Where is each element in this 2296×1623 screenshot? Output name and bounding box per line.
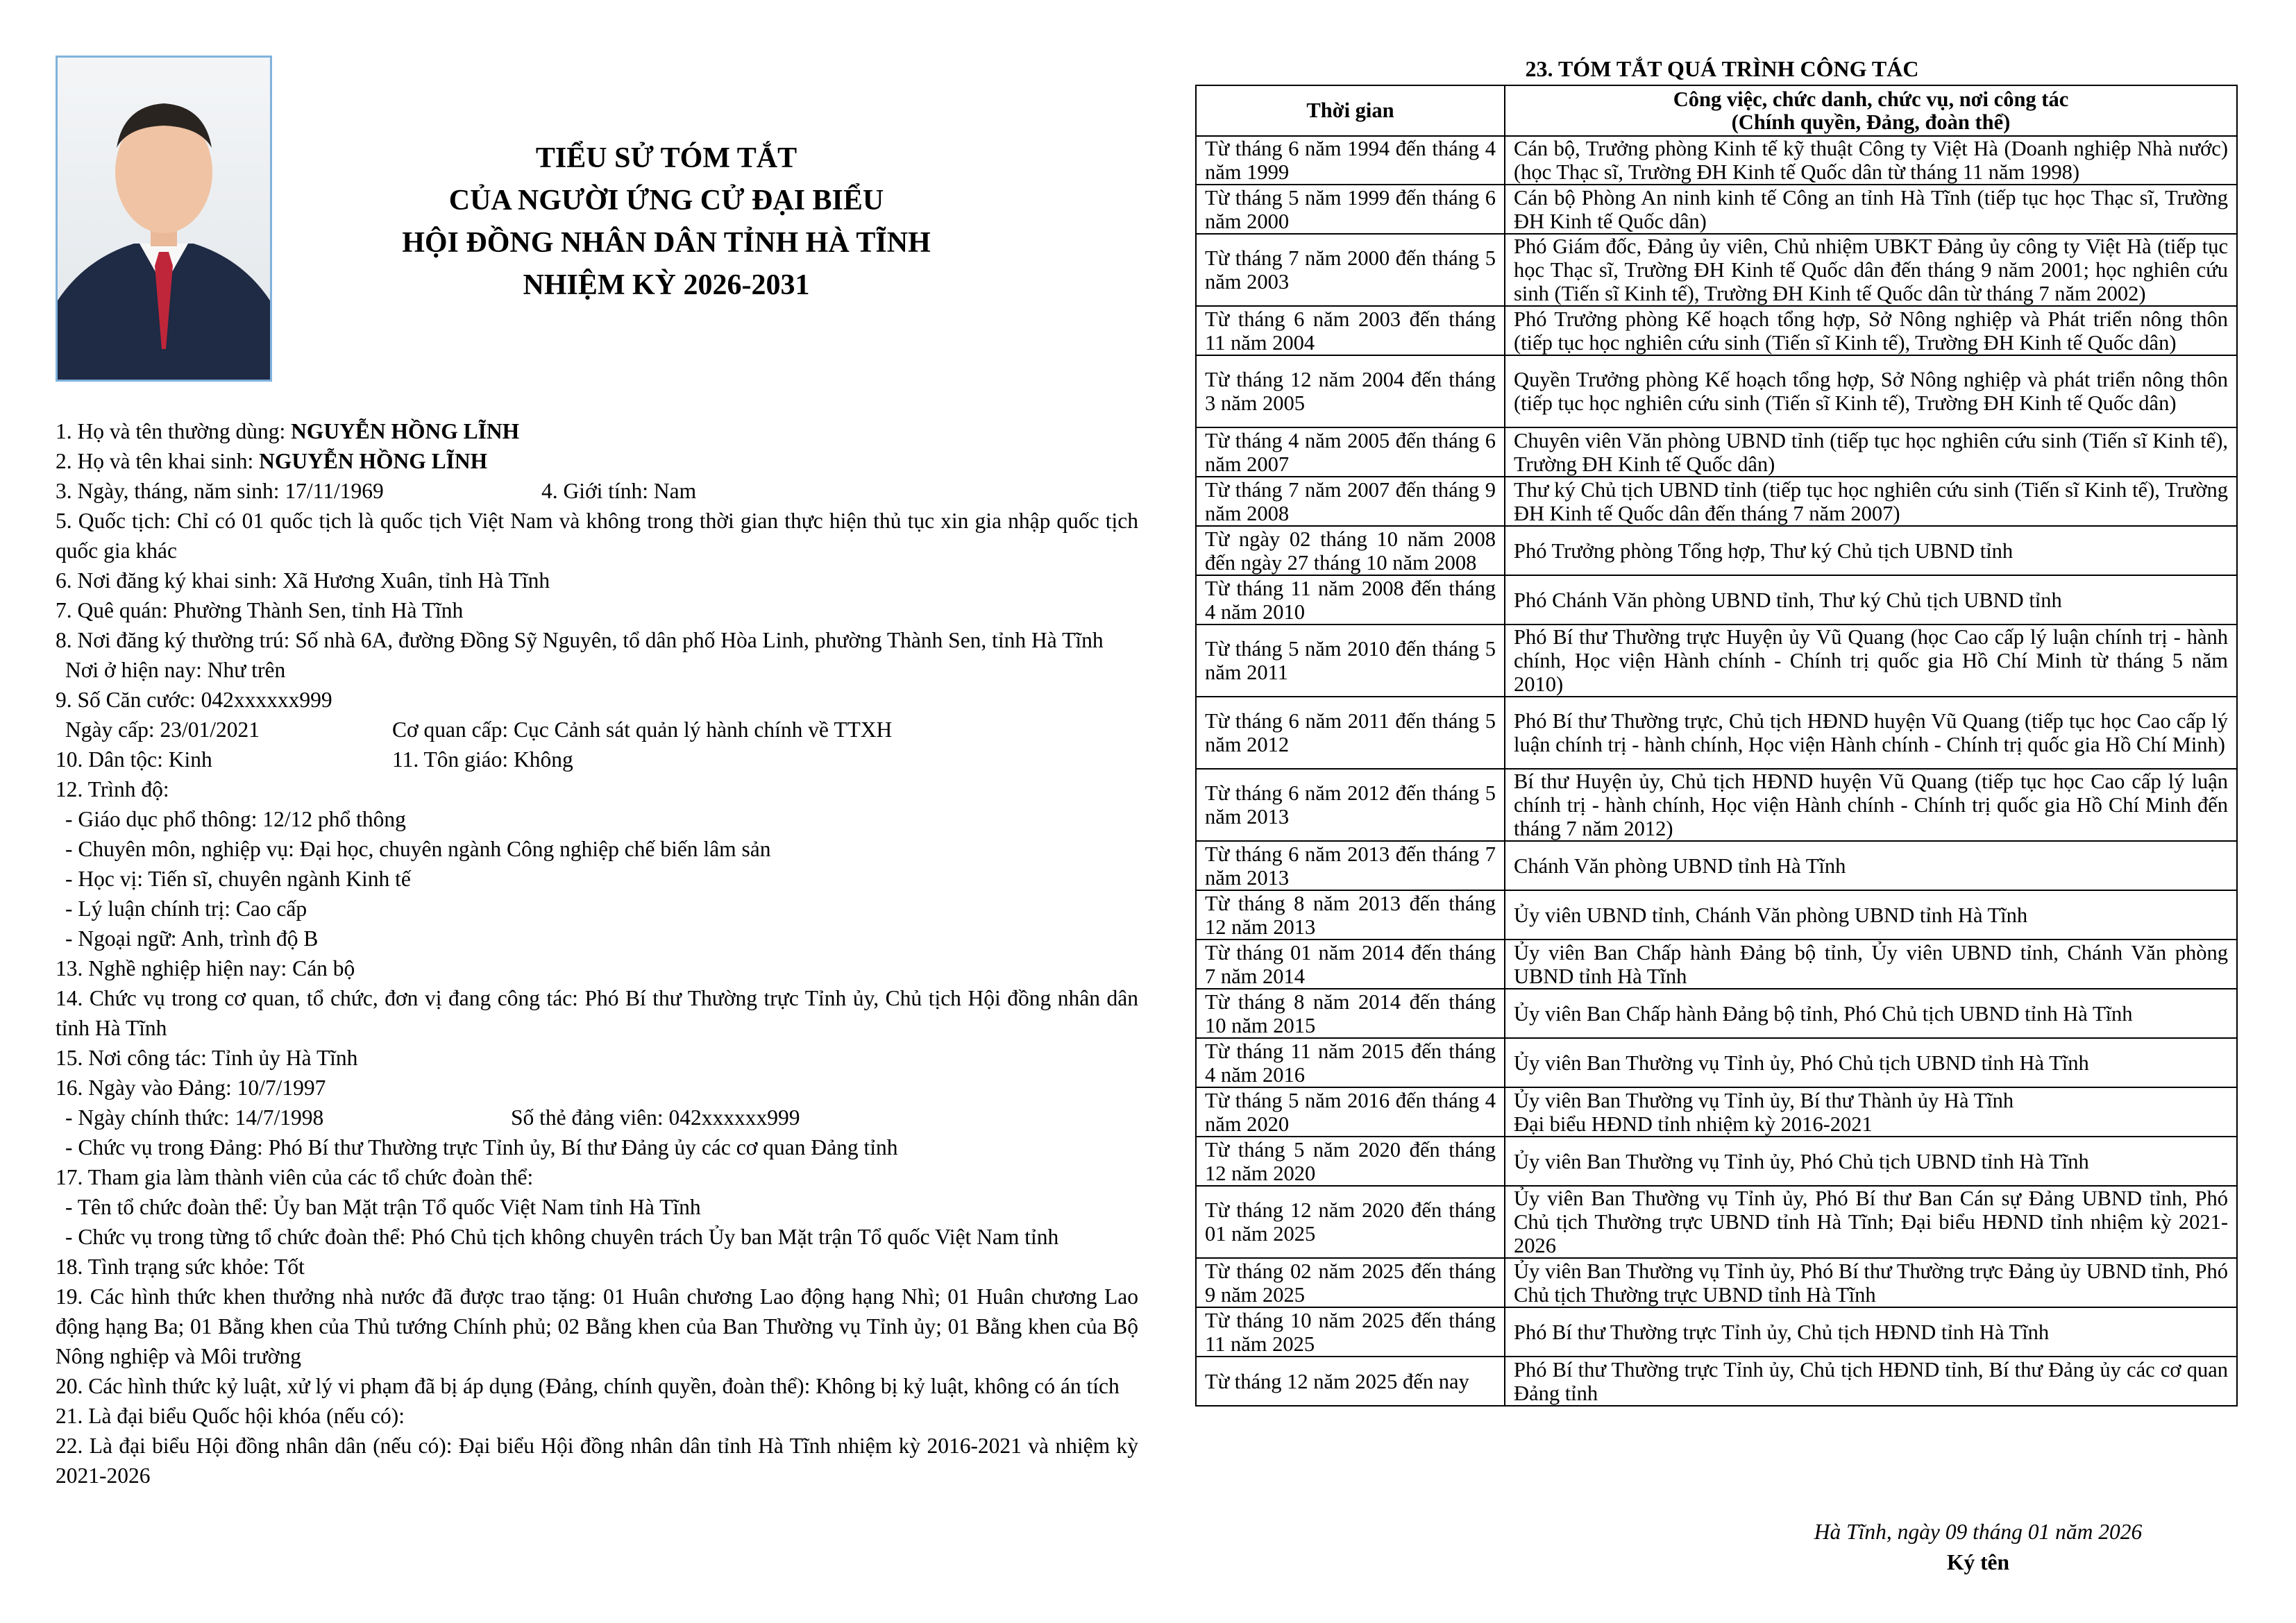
item-organization-position: - Chức vụ trong từng tổ chức đoàn thể: Phó Chủ tịch không chuyên trách Ủy ban Mặt trận Tổ quốc Việt Nam tỉnh bbox=[65, 1225, 1059, 1249]
cell-job bbox=[1505, 1137, 2237, 1186]
job-text: Bí thư Huyện ủy, Chủ tịch HĐND huyện Vũ Quang (tiếp tục học Cao cấp lý luận chính trị - hành chính, Học viện Hành chính - Chính trị quốc gia Hồ Chí Minh đến tháng 7 năm 2012) bbox=[1514, 770, 2228, 840]
item-national-assembly: 21. Là đại biểu Quốc hội khóa (nếu có): bbox=[56, 1404, 405, 1428]
job-text: Ủy viên Ban Thường vụ Tỉnh ủy, Phó Bí thư Thường trực Đảng ủy UBND tỉnh, Phó Chủ tịch Thường trực UBND tỉnh Hà Tĩnh bbox=[1514, 1259, 2228, 1307]
portrait-image bbox=[58, 58, 270, 380]
cell-time: Từ tháng 10 năm 2025 đến tháng 11 năm 2025 bbox=[1196, 1307, 1505, 1357]
table-header-row bbox=[1196, 85, 2237, 136]
item-party-card: Số thẻ đảng viên: 042xxxxxx999 bbox=[511, 1105, 800, 1130]
cell-time: Từ tháng 5 năm 2020 đến tháng 12 năm 2020 bbox=[1196, 1137, 1505, 1186]
cell-job bbox=[1505, 427, 2237, 477]
table-row bbox=[1196, 306, 2237, 355]
cell-job bbox=[1505, 136, 2237, 185]
work-history-title: 23. TÓM TẮT QUÁ TRÌNH CÔNG TÁC bbox=[1525, 56, 1919, 81]
item-party-official bbox=[56, 1103, 1138, 1132]
item-education-degree: - Học vị: Tiến sĩ, chuyên ngành Kinh tế bbox=[65, 867, 411, 891]
item-education-general: - Giáo dục phổ thông: 12/12 phổ thông bbox=[65, 807, 406, 831]
item-discipline: 20. Các hình thức kỷ luật, xử lý vi phạm đã bị áp dụng (Đảng, chính quyền, đoàn thể): Không bị kỷ luật, không có án tích bbox=[56, 1374, 1120, 1398]
cell-time: Từ tháng 12 năm 2004 đến tháng 3 năm 2005 bbox=[1196, 355, 1505, 427]
job-text: Ủy viên Ban Thường vụ Tỉnh ủy, Phó Chủ tịch UBND tỉnh Hà Tĩnh bbox=[1514, 1051, 2089, 1075]
cell-time: Từ tháng 5 năm 1999 đến tháng 6 năm 2000 bbox=[1196, 185, 1505, 234]
cell-job bbox=[1505, 1038, 2237, 1087]
cell-time: Từ ngày 02 tháng 10 năm 2008 đến ngày 27 tháng 10 năm 2008 bbox=[1196, 526, 1505, 575]
table-row bbox=[1196, 1307, 2237, 1357]
item-organizations: 17. Tham gia làm thành viên của các tổ chức đoàn thể: bbox=[56, 1165, 534, 1189]
cell-job bbox=[1505, 841, 2237, 890]
item-health: 18. Tình trạng sức khỏe: Tốt bbox=[56, 1255, 305, 1279]
item-permanent-residence: 8. Nơi đăng ký thường trú: Số nhà 6A, đường Đồng Sỹ Nguyên, tổ dân phố Hòa Linh, phường Thành Sen, tỉnh Hà Tĩnh bbox=[56, 628, 1104, 652]
cell-job bbox=[1505, 526, 2237, 575]
item-common-name: 1. Họ và tên thường dùng: NGUYỄN HỒNG LĨNH bbox=[56, 419, 520, 443]
cell-time: Từ tháng 12 năm 2020 đến tháng 01 năm 2025 bbox=[1196, 1186, 1505, 1258]
table-row bbox=[1196, 624, 2237, 697]
job-text: Phó Trưởng phòng Tổng hợp, Thư ký Chủ tịch UBND tỉnh bbox=[1514, 538, 2014, 563]
item-education-specialty: - Chuyên môn, nghiệp vụ: Đại học, chuyên ngành Công nghiệp chế biến lâm sản bbox=[65, 837, 771, 861]
item-party-official-date: - Ngày chính thức: 14/7/1998 bbox=[65, 1105, 324, 1130]
cell-job bbox=[1505, 1186, 2237, 1258]
cell-job bbox=[1505, 890, 2237, 940]
job-text: Chuyên viên Văn phòng UBND tỉnh (tiếp tục học nghiên cứu sinh (Tiến sĩ Kinh tế), Trường ĐH Kinh tế Quốc dân) bbox=[1514, 428, 2228, 476]
job-text: Phó Trưởng phòng Kế hoạch tổng hợp, Sở Nông nghiệp và Phát triển nông thôn (tiếp tục học nghiên cứu sinh (Tiến sĩ Kinh tế), Trường ĐH Kinh tế Quốc dân) bbox=[1514, 307, 2228, 355]
item-position: 14. Chức vụ trong cơ quan, tổ chức, đơn vị đang công tác: Phó Bí thư Thường trực Tỉnh ủy, Chủ tịch Hội đồng nhân dân tỉnh Hà Tĩnh bbox=[56, 986, 1138, 1040]
cell-job bbox=[1505, 1357, 2237, 1406]
cell-job bbox=[1505, 477, 2237, 526]
cell-time: Từ tháng 8 năm 2014 đến tháng 10 năm 2015 bbox=[1196, 989, 1505, 1038]
job-text: Phó Bí thư Thường trực, Chủ tịch HĐND huyện Vũ Quang (tiếp tục học Cao cấp lý luận chính trị - hành chính, Học viện Hành chính - Chính trị quốc gia Hồ Chí Minh) bbox=[1514, 709, 2228, 756]
job-text: Ủy viên Ban Chấp hành Đảng bộ tỉnh, Phó Chủ tịch UBND tỉnh Hà Tĩnh bbox=[1514, 1001, 2133, 1026]
cell-time: Từ tháng 7 năm 2007 đến tháng 9 năm 2008 bbox=[1196, 477, 1505, 526]
cell-job bbox=[1505, 624, 2237, 697]
cell-job bbox=[1505, 989, 2237, 1038]
job-text: Thư ký Chủ tịch UBND tỉnh (tiếp tục học nghiên cứu sinh (Tiến sĩ Kinh tế), Trường ĐH Kinh tế Quốc dân đến tháng 7 năm 2007) bbox=[1514, 477, 2228, 525]
table-row bbox=[1196, 136, 2237, 185]
job-text: Phó Chánh Văn phòng UBND tỉnh, Thư ký Chủ tịch UBND tỉnh bbox=[1514, 588, 2062, 612]
table-row bbox=[1196, 697, 2237, 769]
item-id-date: Ngày cấp: 23/01/2021 bbox=[65, 717, 260, 742]
title-line: HỘI ĐỒNG NHÂN DÂN TỈNH HÀ TĨNH bbox=[402, 227, 931, 259]
table-row bbox=[1196, 575, 2237, 624]
title-line: NHIỆM KỲ 2026-2031 bbox=[523, 269, 810, 301]
item-birth-name: 2. Họ và tên khai sinh: NGUYỄN HỒNG LĨNH bbox=[56, 449, 488, 473]
item-organization-name: - Tên tổ chức đoàn thể: Ủy ban Mặt trận Tổ quốc Việt Nam tỉnh Hà Tĩnh bbox=[65, 1195, 701, 1219]
item-awards: 19. Các hình thức khen thưởng nhà nước đã được trao tặng: 01 Huân chương Lao động hạng Nhì; 01 Huân chương Lao động hạng Ba; 01 Bằng khen của Thủ tướng Chính phủ; 02 Bằng khen của Ban Thường vụ Tỉnh ủy; 01 Bằng khen của Bộ Nông nghiệp và Môi trường bbox=[56, 1284, 1138, 1368]
table-row bbox=[1196, 427, 2237, 477]
table-row bbox=[1196, 890, 2237, 940]
item-id-issue bbox=[56, 715, 1138, 745]
table-row bbox=[1196, 940, 2237, 989]
cell-time: Từ tháng 5 năm 2016 đến tháng 4 năm 2020 bbox=[1196, 1087, 1505, 1137]
cell-job bbox=[1505, 575, 2237, 624]
cell-job bbox=[1505, 1087, 2237, 1137]
table-body bbox=[1196, 136, 2237, 1406]
cell-job bbox=[1505, 306, 2237, 355]
signature-label: Ký tên bbox=[1946, 1550, 2010, 1574]
item-party-join-date: 16. Ngày vào Đảng: 10/7/1997 bbox=[56, 1076, 326, 1100]
item-ethnicity: 10. Dân tộc: Kinh bbox=[56, 747, 212, 772]
person-birth-name: NGUYỄN HỒNG LĨNH bbox=[259, 449, 488, 473]
document-title bbox=[285, 137, 1048, 307]
cell-job bbox=[1505, 234, 2237, 306]
job-text: Cán bộ, Trưởng phòng Kinh tế kỹ thuật Công ty Việt Hà (Doanh nghiệp Nhà nước) (học Thạc sĩ, Trường ĐH Kinh tế Quốc dân từ tháng 11 năm 1998) bbox=[1514, 137, 2228, 184]
table-row bbox=[1196, 1186, 2237, 1258]
item-current-residence: Nơi ở hiện nay: Như trên bbox=[65, 658, 286, 682]
table-row bbox=[1196, 234, 2237, 306]
job-text: Ủy viên Ban Thường vụ Tỉnh ủy, Phó Bí thư Ban Cán sự Đảng UBND tỉnh, Phó Chủ tịch Thường trực UBND tỉnh Hà Tĩnh; Đại biểu HĐND tỉnh nhiệm kỳ 2021-2026 bbox=[1514, 1187, 2228, 1257]
person-name: NGUYỄN HỒNG LĨNH bbox=[291, 419, 520, 443]
work-history-section bbox=[1195, 53, 2238, 1407]
item-id-authority: Cơ quan cấp: Cục Cảnh sát quản lý hành chính về TTXH bbox=[392, 717, 893, 742]
cell-job bbox=[1505, 355, 2237, 427]
item-gender: 4. Giới tính: Nam bbox=[541, 479, 697, 503]
item-birth-registration: 6. Nơi đăng ký khai sinh: Xã Hương Xuân, tỉnh Hà Tĩnh bbox=[56, 568, 550, 593]
header-time: Thời gian bbox=[1196, 85, 1505, 136]
signature-block bbox=[1694, 1517, 2263, 1578]
table-row bbox=[1196, 185, 2237, 234]
job-text: Cán bộ Phòng An ninh kinh tế Công an tỉnh Hà Tĩnh (tiếp tục học Thạc sĩ, Trường ĐH Kinh tế Quốc dân) bbox=[1514, 185, 2228, 233]
cell-time: Từ tháng 01 năm 2014 đến tháng 7 năm 2014 bbox=[1196, 940, 1505, 989]
title-line: CỦA NGƯỜI ỨNG CỬ ĐẠI BIỂU bbox=[448, 185, 884, 216]
cell-job bbox=[1505, 1307, 2237, 1357]
item-dob: 3. Ngày, tháng, năm sinh: 17/11/1969 bbox=[56, 479, 384, 503]
table-row bbox=[1196, 769, 2237, 841]
cell-time: Từ tháng 11 năm 2008 đến tháng 4 năm 2010 bbox=[1196, 575, 1505, 624]
item-religion: 11. Tôn giáo: Không bbox=[392, 747, 573, 772]
cell-time: Từ tháng 6 năm 2003 đến tháng 11 năm 2004 bbox=[1196, 306, 1505, 355]
job-text: Ủy viên Ban Chấp hành Đảng bộ tỉnh, Ủy viên UBND tỉnh, Chánh Văn phòng UBND tỉnh Hà Tĩnh bbox=[1514, 940, 2228, 988]
item-id-number: 9. Số Căn cước: 042xxxxxx999 bbox=[56, 688, 332, 712]
item-occupation: 13. Nghề nghiệp hiện nay: Cán bộ bbox=[56, 956, 355, 980]
job-text: Ủy viên Ban Thường vụ Tỉnh ủy, Bí thư Thành ủy Hà Tĩnh bbox=[1514, 1088, 2014, 1112]
portrait-photo bbox=[56, 56, 272, 382]
item-dob-gender bbox=[56, 476, 1138, 506]
item-workplace: 15. Nơi công tác: Tỉnh ủy Hà Tĩnh bbox=[56, 1046, 358, 1070]
table-row bbox=[1196, 841, 2237, 890]
item-hometown: 7. Quê quán: Phường Thành Sen, tỉnh Hà Tĩnh bbox=[56, 598, 464, 622]
place-date: Hà Tĩnh, ngày 09 tháng 01 năm 2026 bbox=[1814, 1520, 2143, 1544]
cell-job bbox=[1505, 940, 2237, 989]
job-text: Ủy viên Ban Thường vụ Tỉnh ủy, Phó Chủ tịch UBND tỉnh Hà Tĩnh bbox=[1514, 1149, 2089, 1173]
table-row bbox=[1196, 989, 2237, 1038]
job-text: Chánh Văn phòng UBND tỉnh Hà Tĩnh bbox=[1514, 853, 1846, 878]
cell-time: Từ tháng 02 năm 2025 đến tháng 9 năm 2025 bbox=[1196, 1258, 1505, 1307]
table-row bbox=[1196, 526, 2237, 575]
table-row bbox=[1196, 1258, 2237, 1307]
job-text-extra: Đại biểu HĐND tỉnh nhiệm kỳ 2016-2021 bbox=[1514, 1112, 1873, 1136]
cell-time: Từ tháng 4 năm 2005 đến tháng 6 năm 2007 bbox=[1196, 427, 1505, 477]
cell-time: Từ tháng 7 năm 2000 đến tháng 5 năm 2003 bbox=[1196, 234, 1505, 306]
cell-job bbox=[1505, 185, 2237, 234]
personal-info-list bbox=[56, 416, 1138, 1490]
item-ethnicity-religion bbox=[56, 745, 1138, 774]
job-text: Phó Bí thư Thường trực Tỉnh ủy, Chủ tịch HĐND tỉnh, Bí thư Đảng ủy các cơ quan Đảng tỉnh bbox=[1514, 1357, 2228, 1405]
table-row bbox=[1196, 1038, 2237, 1087]
table-row bbox=[1196, 477, 2237, 526]
table-row bbox=[1196, 1137, 2237, 1186]
job-text: Quyền Trưởng phòng Kế hoạch tổng hợp, Sở Nông nghiệp và phát triển nông thôn (tiếp tục học nghiên cứu sinh (Tiến sĩ Kinh tế), Trường ĐH Kinh tế Quốc dân) bbox=[1514, 368, 2228, 415]
title-line: TIỂU SỬ TÓM TẮT bbox=[535, 142, 797, 174]
cell-job bbox=[1505, 697, 2237, 769]
job-text: Phó Giám đốc, Đảng ủy viên, Chủ nhiệm UBKT Đảng ủy công ty Việt Hà (tiếp tục học Thạc sĩ, Trường ĐH Kinh tế Quốc dân đến tháng 9 năm 2001; học nghiên cứu sinh (Tiến sĩ Kinh tế), Trường ĐH Kinh tế Quốc dân từ tháng 7 năm 2002) bbox=[1514, 235, 2228, 305]
cell-time: Từ tháng 5 năm 2010 đến tháng 5 năm 2011 bbox=[1196, 624, 1505, 697]
item-education-political: - Lý luận chính trị: Cao cấp bbox=[65, 897, 307, 921]
table-row bbox=[1196, 355, 2237, 427]
cell-time: Từ tháng 6 năm 2011 đến tháng 5 năm 2012 bbox=[1196, 697, 1505, 769]
cell-time: Từ tháng 6 năm 2013 đến tháng 7 năm 2013 bbox=[1196, 841, 1505, 890]
job-text: Ủy viên UBND tỉnh, Chánh Văn phòng UBND tỉnh Hà Tĩnh bbox=[1514, 903, 2028, 927]
cell-job bbox=[1505, 1258, 2237, 1307]
item-nationality: 5. Quốc tịch: Chỉ có 01 quốc tịch là quốc tịch Việt Nam và không trong thời gian thực hiện thủ tục xin gia nhập quốc tịch quốc gia khác bbox=[56, 509, 1138, 563]
cell-time: Từ tháng 6 năm 2012 đến tháng 5 năm 2013 bbox=[1196, 769, 1505, 841]
item-education: 12. Trình độ: bbox=[56, 777, 169, 801]
item-education-language: - Ngoại ngữ: Anh, trình độ B bbox=[65, 926, 319, 951]
item-party-position: - Chức vụ trong Đảng: Phó Bí thư Thường trực Tỉnh ủy, Bí thư Đảng ủy các cơ quan Đảng tỉnh bbox=[65, 1135, 898, 1159]
cell-time: Từ tháng 8 năm 2013 đến tháng 12 năm 2013 bbox=[1196, 890, 1505, 940]
table-row bbox=[1196, 1087, 2237, 1137]
table-row bbox=[1196, 1357, 2237, 1406]
work-history-table bbox=[1195, 85, 2238, 1407]
cell-time: Từ tháng 12 năm 2025 đến nay bbox=[1196, 1357, 1505, 1406]
item-peoples-council: 22. Là đại biểu Hội đồng nhân dân (nếu có): Đại biểu Hội đồng nhân dân tỉnh Hà Tĩnh nhiệm kỳ 2016-2021 và nhiệm kỳ 2021-2026 bbox=[56, 1434, 1138, 1488]
job-text: Phó Bí thư Thường trực Tỉnh ủy, Chủ tịch HĐND tỉnh Hà Tĩnh bbox=[1514, 1320, 2050, 1344]
header-job: Công việc, chức danh, chức vụ, nơi công tác (Chính quyền, Đảng, đoàn thể) bbox=[1505, 85, 2237, 136]
cell-time: Từ tháng 6 năm 1994 đến tháng 4 năm 1999 bbox=[1196, 136, 1505, 185]
cell-time: Từ tháng 11 năm 2015 đến tháng 4 năm 2016 bbox=[1196, 1038, 1505, 1087]
job-text: Phó Bí thư Thường trực Huyện ủy Vũ Quang (học Cao cấp lý luận chính trị - hành chính, Học viện Hành chính - Chính trị quốc gia Hồ Chí Minh từ tháng 5 năm 2010) bbox=[1514, 625, 2228, 696]
cell-job bbox=[1505, 769, 2237, 841]
